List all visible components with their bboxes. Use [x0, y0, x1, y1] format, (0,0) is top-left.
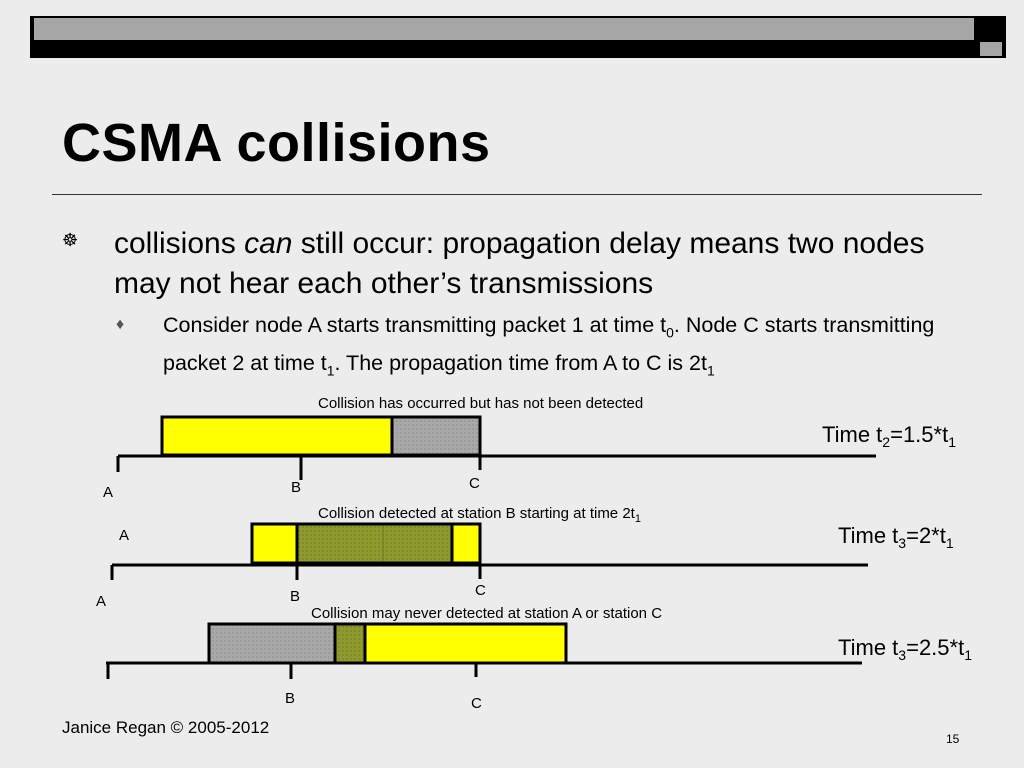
- row2-time-sub2: 1: [945, 535, 954, 551]
- row2-label-a-top: A: [119, 527, 130, 544]
- row1-packet2: [392, 417, 480, 455]
- bullet-main-emph: can: [244, 227, 293, 260]
- row3-time-sub: 3: [898, 647, 907, 663]
- row1-label-b: B: [291, 479, 302, 496]
- page-number: 15: [946, 732, 960, 746]
- row2-packet1: [252, 524, 297, 563]
- bullet-sub-sub0: 0: [666, 324, 674, 341]
- bullet-sub-sub1: 1: [326, 362, 335, 379]
- row2-packet2: [452, 524, 480, 563]
- row1-time-label: [822, 422, 956, 450]
- row1-label-a: A: [103, 484, 114, 501]
- row1-caption: Collision has occurred but has not been detected: [318, 395, 644, 412]
- row2-time-mid: =2*t: [906, 523, 946, 548]
- bullet-sub-part2: . Node C starts transmitting packet 2 at time t: [163, 313, 935, 376]
- wheel-bullet-icon: ☸: [62, 230, 79, 250]
- drop-bullet-icon: ♦: [116, 316, 125, 333]
- row1-packet1: [162, 417, 392, 455]
- bullet-main-pre: collisions: [114, 227, 245, 260]
- slide-title: CSMA collisions: [62, 113, 491, 173]
- row2-caption-sub: 1: [634, 513, 641, 525]
- row3-label-b: B: [285, 690, 296, 707]
- row1-time-sub2: 1: [948, 434, 956, 450]
- row3-time-mid: =2.5*t: [906, 635, 965, 660]
- bullet-sub-part1: Consider node A starts transmitting packet 1 at time t: [163, 313, 667, 337]
- row2-overlap: [297, 524, 452, 563]
- bullet-main-post: still occur: propagation delay means two nodes may not hear each other’s transmissions: [114, 227, 925, 300]
- row3-caption: Collision may never detected at station A or station C: [311, 605, 663, 622]
- bullet-sub-part3: . The propagation time from A to C is 2t: [334, 351, 707, 376]
- row2-time-label: [838, 523, 954, 551]
- bullet-sub-sub2: 1: [706, 362, 715, 379]
- row1-time-mid: =1.5*t: [890, 422, 949, 447]
- row1-time-sub: 2: [882, 434, 891, 450]
- row3-time-sub2: 1: [964, 647, 972, 663]
- row3-label-c: C: [471, 695, 482, 712]
- row2-label-a: A: [96, 593, 107, 610]
- row3-overlap: [335, 624, 365, 663]
- row2-label-b: B: [290, 588, 301, 605]
- row3-packet2: [209, 624, 335, 663]
- row3-time-pre: Time t: [838, 635, 899, 660]
- row3-packet1: [365, 624, 566, 663]
- row1-time-pre: Time t: [822, 422, 883, 447]
- footer-author: Janice Regan © 2005-2012: [62, 718, 270, 737]
- row2-caption: [318, 505, 641, 525]
- row2-time-sub: 3: [898, 535, 907, 551]
- row3-time-label: [838, 635, 972, 663]
- row2-caption-pre: Collision detected at station B starting at time 2t: [318, 505, 635, 522]
- row1-label-c: C: [469, 475, 480, 492]
- row2-label-c: C: [475, 582, 486, 599]
- row2-time-pre: Time t: [838, 523, 899, 548]
